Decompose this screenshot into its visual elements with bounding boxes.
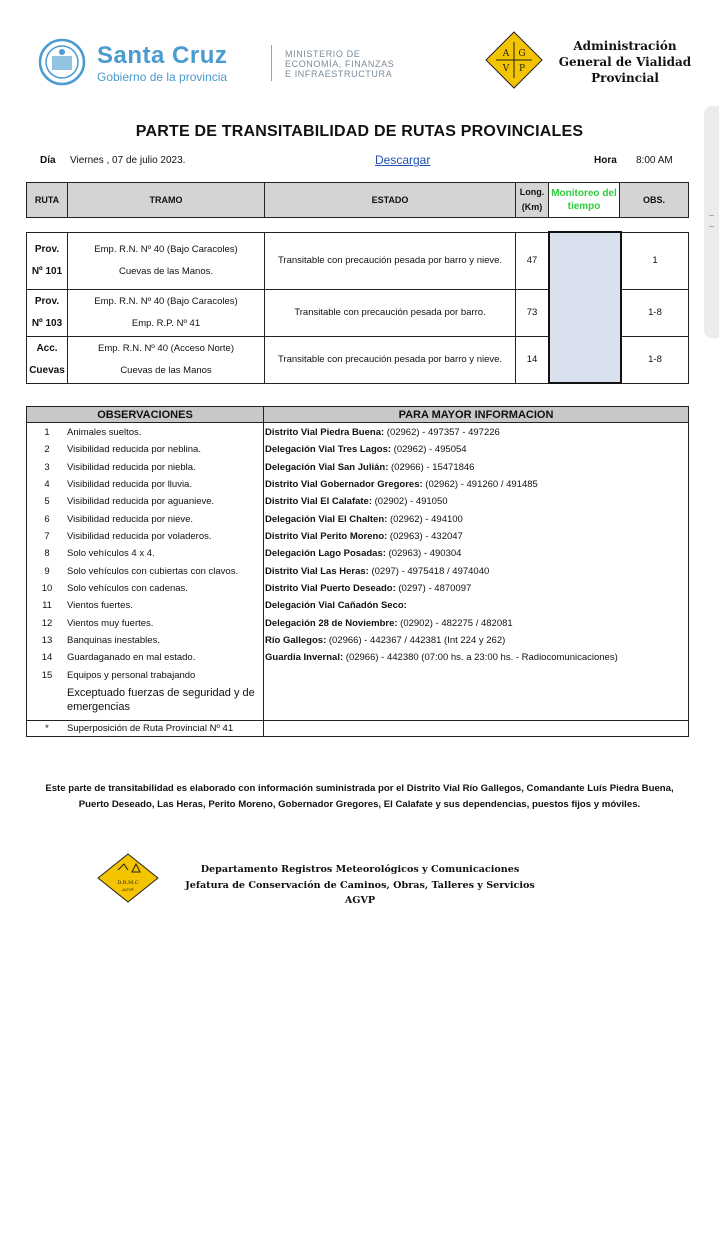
list-item: 8 Solo vehículos 4 x 4. [44, 548, 155, 560]
col-estado: ESTADO [265, 183, 516, 218]
agency-name: Administración General de Vialidad Provincial [558, 39, 692, 85]
col-obs: OBS. [620, 183, 689, 218]
contacts-list [264, 423, 689, 721]
list-item: 11 Vientos fuertes. [42, 600, 133, 612]
route-table [26, 231, 689, 384]
hora-value: 8:00 AM [636, 155, 673, 166]
list-item: 1 Animales sueltos. [44, 427, 142, 438]
route-tramo: Emp. R.N. Nº 40 (Bajo Caracoles) Cuevas de las Manos. [68, 232, 265, 289]
route-length: 47 [516, 232, 550, 289]
svg-text:D.R.M.C: D.R.M.C [117, 880, 139, 886]
list-item: 9 Solo vehículos con cubiertas con clavos. [44, 565, 239, 577]
contact-item: Distrito Vial Gobernador Gregores: (02962) - 491260 / 491485 [265, 479, 538, 491]
brand-subtitle: Gobierno de la provincia [97, 70, 228, 84]
observations-list [27, 423, 264, 721]
contact-item: Distrito Vial Piedra Buena: (02962) - 497357 - 497226 [265, 427, 500, 438]
contact-item: Delegación Vial Cañadón Seco: [265, 600, 407, 612]
list-item: 10 Solo vehículos con cadenas. [41, 583, 188, 595]
list-item: 13 Banquinas inestables. [41, 635, 160, 647]
route-estado: Transitable con precaución pesada por barro y nieve. [265, 336, 516, 383]
svg-text:V: V [502, 64, 510, 74]
col-ruta: RUTA [27, 183, 68, 218]
svg-text:G: G [518, 49, 526, 59]
info-header: PARA MAYOR INFORMACION [264, 407, 689, 423]
weather-monitor-cell [549, 232, 621, 383]
download-link[interactable]: Descargar [375, 153, 431, 167]
superposition-note: * Superposición de Ruta Provincial Nº 41 [27, 721, 264, 737]
route-code: Acc. Cuevas [27, 336, 68, 383]
table-row [27, 232, 689, 289]
route-length: 14 [516, 336, 550, 383]
contact-item: Distrito Vial Las Heras: (0297) - 4975418 / 4974040 [265, 565, 490, 577]
list-item: 3 Visibilidad reducida por niebla. [44, 461, 196, 473]
col-tramo: TRAMO [68, 183, 265, 218]
page-title: PARTE DE TRANSITABILIDAD DE RUTAS PROVINCIALES [135, 123, 584, 140]
brand-divider [271, 45, 272, 81]
route-obs: 1 [621, 232, 689, 289]
route-table-header [26, 182, 689, 218]
contact-item: Delegación Vial San Julián: (02966) - 15471846 [265, 461, 475, 473]
list-item: Exceptuado fuerzas de seguridad y de emergencias [67, 687, 255, 714]
route-tramo: Emp. R.N. Nº 40 (Acceso Norte) Cuevas de las Manos [68, 336, 265, 383]
hora-label: Hora [594, 155, 617, 166]
brand-name: Santa Cruz [97, 42, 228, 69]
list-item: 6 Visibilidad reducida por nieve. [44, 513, 194, 525]
route-estado: Transitable con precaución pesada por barro. [265, 289, 516, 336]
svg-text:AGVP: AGVP [122, 887, 134, 892]
santa-cruz-emblem-icon [38, 38, 86, 86]
route-estado: Transitable con precaución pesada por barro y nieve. [265, 232, 516, 289]
col-monitoreo: Monitoreo del tiempo [549, 183, 620, 218]
svg-text:A: A [502, 49, 510, 59]
department-name: Departamento Registros Meteorológicos y Comunicaciones Jefatura de Conservación de Caminos, Obras, Talleres y Servicios AGVP [185, 864, 535, 906]
route-obs: 1-8 [621, 336, 689, 383]
route-tramo: Emp. R.N. Nº 40 (Bajo Caracoles) Emp. R.P. Nº 41 [68, 289, 265, 336]
list-item: 4 Visibilidad reducida por lluvia. [44, 479, 192, 491]
list-item: 15 Equipos y personal trabajando [41, 669, 196, 681]
contact-item: Distrito Vial Puerto Deseado: (0297) - 4870097 [265, 583, 472, 595]
source-footnote: Este parte de transitabilidad es elaborado con información suministrada por el Distrito Vial Río Gallegos, Comandante Luís Piedra Buena, Puerto Deseado, Las Heras, Perito Moreno, Gobernador Gregores, El Calafate y sus dependencias, puestos fijos y móviles. [45, 783, 674, 810]
dia-label: Día [40, 155, 56, 166]
dia-value: Viernes , 07 de julio 2023. [70, 155, 186, 166]
observations-header: OBSERVACIONES [27, 407, 264, 423]
list-item: 2 Visibilidad reducida por neblina. [44, 444, 201, 456]
contact-item: Guardia Invernal: (02966) - 442380 (07:00 hs. a 23:00 hs. - Radiocomunicaciones) [265, 652, 618, 664]
scroll-grip-icon[interactable] [709, 215, 714, 227]
contact-item: Delegación Vial Tres Lagos: (02962) - 495054 [265, 444, 467, 456]
contact-item: Río Gallegos: (02966) - 442367 / 442381 (Int 224 y 262) [265, 635, 506, 647]
empty-cell [264, 721, 689, 737]
route-code: Prov. Nº 103 [27, 289, 68, 336]
contact-item: Distrito Vial Perito Moreno: (02963) - 432047 [265, 531, 463, 543]
list-item: 5 Visibilidad reducida por aguanieve. [44, 496, 215, 508]
route-length: 73 [516, 289, 550, 336]
agvp-logo-icon [484, 30, 544, 90]
contact-item: Delegación Vial El Chalten: (02962) - 494100 [265, 513, 463, 525]
route-obs: 1-8 [621, 289, 689, 336]
contact-item: Delegación Lago Posadas: (02963) - 490304 [265, 548, 462, 560]
col-long: Long. (Km) [516, 183, 549, 218]
observations-table [26, 406, 689, 737]
contact-item: Delegación 28 de Noviembre: (02902) - 482275 / 482081 [265, 617, 513, 629]
list-item: 12 Vientos muy fuertes. [41, 617, 154, 629]
drmc-logo-icon [96, 852, 160, 904]
ministry-name: MINISTERIO DE ECONOMÍA, FINANZAS E INFRAESTRUCTURA [285, 49, 395, 79]
list-item: 14 Guardaganado en mal estado. [41, 652, 196, 664]
contact-item: Distrito Vial El Calafate: (02902) - 491050 [265, 496, 448, 508]
list-item: 7 Visibilidad reducida por voladeros. [44, 531, 212, 543]
svg-text:P: P [518, 64, 526, 74]
route-code: Prov. Nº 101 [27, 232, 68, 289]
